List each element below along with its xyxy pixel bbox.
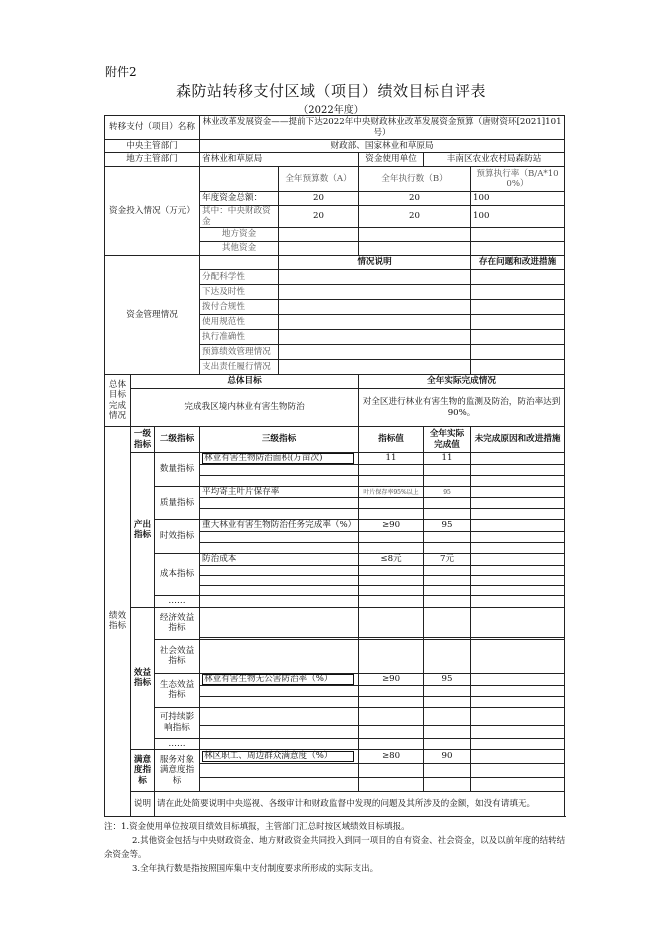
- management-section-label: 资金管理情况: [105, 256, 200, 375]
- ecological-indicator-actual: 95: [424, 673, 471, 685]
- management-item: 使用规范性: [200, 315, 279, 330]
- table-row: [105, 389, 565, 427]
- cost-indicator-actual: 7元: [424, 553, 471, 565]
- attachment-label: 附件2: [105, 65, 137, 79]
- explanation-text: 请在此处简要说明中央巡视、各级审计和财政监督中发现的问题及其所涉及的金额，如没有请填无。: [155, 791, 565, 816]
- funding-rate: [471, 228, 565, 242]
- funding-rate: 100: [471, 192, 565, 206]
- footnotes: [104, 820, 566, 876]
- reason-col-header: 未完成原因和改进措施: [471, 427, 565, 453]
- economic-indicator-label: 经济效益指标: [155, 607, 200, 639]
- funding-exec: [359, 228, 471, 242]
- timeliness-indicator-label: 时效指标: [155, 520, 200, 553]
- table-row: [105, 167, 565, 192]
- goal-text: 完成我区境内林业有害生物防治: [131, 389, 359, 427]
- management-item: 支出责任履行情况: [200, 360, 279, 375]
- table-row: [105, 375, 565, 389]
- satisfaction-indicator-value: ≥80: [359, 749, 424, 763]
- funding-budget: 20: [279, 206, 359, 228]
- l2-col-header: 二级指标: [155, 427, 200, 453]
- funding-rate: [471, 242, 565, 256]
- table-row: [105, 140, 565, 153]
- funding-row-label: 年度资金总额：: [200, 192, 279, 206]
- ecological-indicator-value: ≥90: [359, 673, 424, 685]
- table-row: [105, 749, 565, 763]
- fund-unit-label: 资金使用单位: [359, 153, 424, 167]
- funding-budget: [279, 228, 359, 242]
- quality-indicator-label: 质量指标: [155, 487, 200, 520]
- management-item: 分配科学性: [200, 270, 279, 285]
- sustainable-indicator-label: 可持续影响指标: [155, 707, 200, 738]
- quality-indicator-actual: 95: [424, 487, 471, 498]
- value-col-header: 指标值: [359, 427, 424, 453]
- cost-indicator-label: 成本指标: [155, 553, 200, 595]
- satisfaction-indicator-label: 满意度指标: [131, 749, 155, 791]
- actual-col-header: 全年实际完成情况: [359, 375, 565, 389]
- ecological-indicator-name: 林业有害生物无公害防治率（%）: [202, 674, 354, 685]
- table-row: [105, 520, 565, 531]
- quantity-indicator-actual: 11: [424, 453, 471, 465]
- budget-col-header: 全年预算数（A）: [279, 167, 359, 192]
- table-row: [105, 453, 565, 465]
- goal-col-header: 总体目标: [131, 375, 359, 389]
- quality-indicator-value: 叶片保存率95%以上: [359, 487, 424, 498]
- table-row: [105, 153, 565, 167]
- funding-section-label: 资金投入情况（万元）: [105, 167, 200, 256]
- project-name-value: 林业改革发展资金——提前下达2022年中央财政林业改革发展资金预算（唐财资环[2021]101号）: [200, 116, 565, 140]
- funding-exec: [359, 242, 471, 256]
- output-ellipsis: ……: [155, 595, 200, 607]
- quantity-indicator-value: 11: [359, 453, 424, 465]
- table-row: [105, 427, 565, 453]
- table-row: [105, 639, 565, 673]
- local-dept-value: 省林业和草原局: [200, 153, 359, 167]
- table-row: [105, 673, 565, 685]
- ecological-indicator-label: 生态效益指标: [155, 673, 200, 707]
- management-item: 拨付合规性: [200, 300, 279, 315]
- footnote-2: 2.其他资金包括与中央财政资金、地方财政资金共同投入到同一项目的自有资金、社会资金，以及以前年度的结转结余资金等。: [104, 836, 566, 860]
- satisfaction-indicator-actual: 90: [424, 749, 471, 763]
- goals-section-label: 总体目标完成情况: [105, 375, 131, 427]
- cost-indicator-value: ≤8元: [359, 553, 424, 565]
- project-name-label: 转移支付（项目）名称: [105, 116, 200, 140]
- social-indicator-label: 社会效益指标: [155, 639, 200, 673]
- funding-exec: 20: [359, 192, 471, 206]
- l1-col-header: 一级指标: [131, 427, 155, 453]
- quality-indicator-name: 平均寄主叶片保存率: [200, 487, 359, 498]
- table-row: [105, 256, 565, 270]
- funding-row-label: 其中：中央财政资金: [200, 206, 279, 228]
- funding-blank-cell: [200, 167, 279, 192]
- local-dept-label: 地方主管部门: [105, 153, 200, 167]
- footnote-1: 注：1.资金使用单位按项目绩效目标填报，主管部门汇总时按区域绩效目标填报。: [104, 822, 410, 832]
- timeliness-indicator-name: 重大林业有害生物防治任务完成率（%）: [200, 520, 359, 531]
- management-item: 下达及时性: [200, 285, 279, 300]
- table-row: [105, 487, 565, 498]
- evaluation-table: [104, 115, 565, 817]
- benefit-ellipsis: ……: [155, 738, 200, 749]
- table-row: [105, 707, 565, 725]
- quantity-indicator-label: 数量指标: [155, 453, 200, 487]
- benefit-indicator-label: 效益指标: [131, 607, 155, 749]
- indicators-section-label: 绩效指标: [105, 427, 131, 817]
- central-dept-value: 财政部、国家林业和草原局: [200, 140, 565, 153]
- issues-col-header: 存在问题和改进措施: [471, 256, 565, 270]
- quantity-indicator-name: 林业有害生物防治面积(万亩次): [202, 453, 354, 464]
- management-blank-cell: [200, 256, 279, 270]
- cost-indicator-name: 防治成本: [200, 553, 359, 565]
- timeliness-indicator-actual: 95: [424, 520, 471, 531]
- actual-text: 对全区进行林业有害生物的监测及防治，防治率达到90%。: [359, 389, 565, 427]
- actual-col-header: 全年实际完成值: [424, 427, 471, 453]
- table-row: [105, 553, 565, 565]
- central-dept-label: 中央主管部门: [105, 140, 200, 153]
- table-row: [105, 738, 565, 749]
- management-item: 执行准确性: [200, 330, 279, 345]
- funding-rate: 100: [471, 206, 565, 228]
- management-item: 预算绩效管理情况: [200, 345, 279, 360]
- year-label: （2022年度）: [298, 105, 364, 116]
- explanation-label: 说明: [131, 791, 155, 816]
- l3-col-header: 三级指标: [200, 427, 359, 453]
- funding-exec: 20: [359, 206, 471, 228]
- table-row: [105, 595, 565, 607]
- footnote-3: 3.全年执行数是指按照国库集中支付制度要求所形成的实际支出。: [132, 864, 379, 874]
- rate-col-header: 预算执行率（B/A*100%）: [471, 167, 565, 192]
- satisfaction-indicator-name: 林区职工、周边群众满意度（%）: [202, 751, 354, 762]
- timeliness-indicator-value: ≥90: [359, 520, 424, 531]
- table-row: [105, 791, 565, 816]
- service-indicator-label: 服务对象满意度指标: [155, 749, 200, 791]
- funding-row-label: 地方资金: [200, 228, 279, 242]
- funding-budget: [279, 242, 359, 256]
- desc-col-header: 情况说明: [279, 256, 471, 270]
- table-row: [105, 607, 565, 637]
- page-title: 森防站转移支付区域（项目）绩效目标自评表: [175, 82, 486, 100]
- table-row: [105, 116, 565, 140]
- funding-row-label: 其他资金: [200, 242, 279, 256]
- fund-unit-value: 丰南区农业农村局森防站: [424, 153, 565, 167]
- output-indicator-label: 产出指标: [131, 453, 155, 608]
- funding-budget: 20: [279, 192, 359, 206]
- exec-col-header: 全年执行数（B）: [359, 167, 471, 192]
